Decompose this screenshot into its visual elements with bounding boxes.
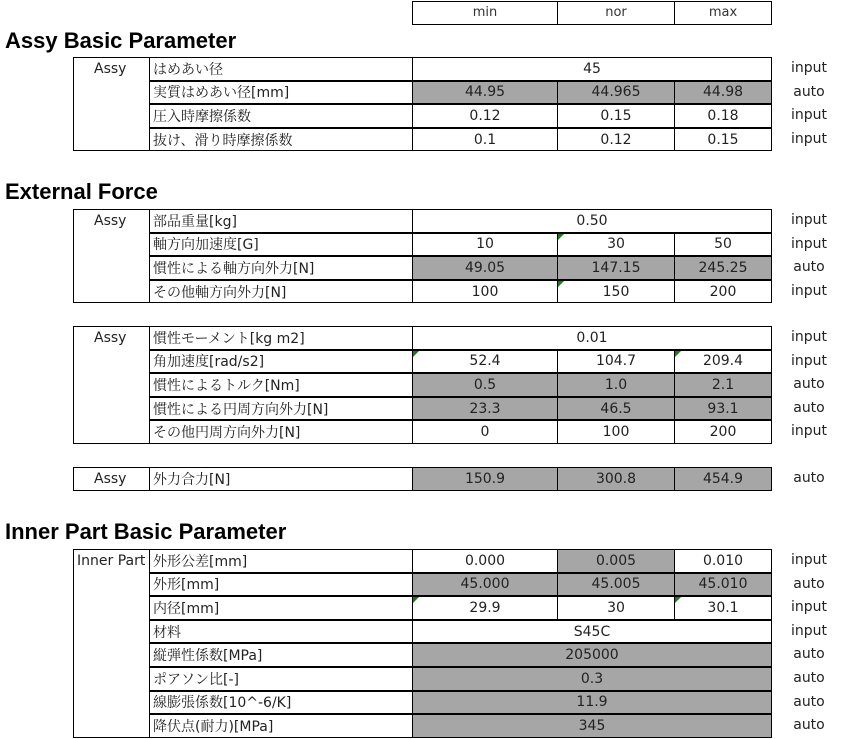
- row-type-note: auto: [793, 693, 825, 710]
- row-type-note: auto: [793, 399, 825, 416]
- value-cell-nor[interactable]: 0.005: [557, 549, 675, 573]
- value-cell-min[interactable]: 0.1: [412, 128, 558, 152]
- value-cell-min[interactable]: 0: [412, 420, 558, 444]
- group-label: [73, 467, 150, 491]
- row-type-note: input: [790, 282, 827, 299]
- row-type-note: input: [790, 235, 827, 252]
- group-label-text: Inner Part: [77, 553, 146, 569]
- group-label-text: Assy: [94, 213, 127, 229]
- row-label: 材料: [149, 620, 413, 644]
- row-type-note: input: [790, 423, 827, 440]
- column-header-min: min: [412, 1, 558, 25]
- row-label: 外形公差[mm]: [149, 549, 413, 573]
- value-cell-max[interactable]: 0.18: [674, 104, 772, 128]
- row-label: その他軸方向外力[N]: [149, 280, 413, 304]
- input-marker-icon: [413, 597, 419, 603]
- value-cell-nor[interactable]: 150: [557, 280, 675, 304]
- row-type-note: input: [790, 130, 827, 147]
- row-label: 内径[mm]: [149, 596, 413, 620]
- value-cell-max[interactable]: 454.9: [674, 467, 772, 491]
- group-label-text: Assy: [94, 61, 127, 77]
- row-label: 角加速度[rad/s2]: [149, 350, 413, 374]
- row-label: その他円周方向外力[N]: [149, 420, 413, 444]
- group-label: [73, 57, 150, 151]
- merged-value-cell[interactable]: 205000: [412, 643, 772, 667]
- group-label: [73, 326, 150, 444]
- row-label: 慣性によるトルク[Nm]: [149, 373, 413, 397]
- value-cell-max[interactable]: 0.010: [674, 549, 772, 573]
- row-type-note: input: [790, 599, 827, 616]
- row-label: 実質はめあい径[mm]: [149, 81, 413, 105]
- merged-value-cell[interactable]: S45C: [412, 620, 772, 644]
- value-cell-max[interactable]: 93.1: [674, 397, 772, 421]
- value-cell-min[interactable]: 100: [412, 280, 558, 304]
- input-marker-icon: [413, 351, 419, 357]
- row-type-note: auto: [793, 717, 825, 734]
- value-cell-max[interactable]: 50: [674, 233, 772, 257]
- row-type-note: auto: [793, 83, 825, 100]
- value-cell-min[interactable]: 52.4: [412, 350, 558, 374]
- column-header-max: max: [674, 1, 772, 25]
- value-cell-min[interactable]: 44.95: [412, 81, 558, 105]
- value-cell-max[interactable]: 209.4: [674, 350, 772, 374]
- group-label: [73, 209, 150, 303]
- value-cell-min[interactable]: 29.9: [412, 596, 558, 620]
- row-label: ポアソン比[-]: [149, 667, 413, 691]
- row-type-note: auto: [793, 376, 825, 393]
- merged-value-cell[interactable]: 0.3: [412, 667, 772, 691]
- row-label: 縦弾性係数[MPa]: [149, 643, 413, 667]
- group-label: [73, 549, 150, 738]
- row-label: 慣性モーメント[kg m2]: [149, 326, 413, 350]
- row-label: 線膨張係数[10^-6/K]: [149, 691, 413, 715]
- row-type-note: input: [790, 552, 827, 568]
- row-label: 部品重量[kg]: [149, 209, 413, 233]
- row-type-note: input: [790, 352, 827, 369]
- value-cell-min[interactable]: 0.12: [412, 104, 558, 128]
- row-label: はめあい径: [149, 57, 413, 81]
- row-type-note: auto: [793, 646, 825, 663]
- value-cell-nor[interactable]: 1.0: [557, 373, 675, 397]
- merged-value-cell[interactable]: 0.50: [412, 209, 772, 233]
- row-type-note: input: [790, 60, 827, 76]
- row-type-note: input: [790, 329, 827, 345]
- input-marker-icon: [675, 597, 681, 603]
- row-type-note: auto: [793, 259, 825, 276]
- row-type-note: input: [790, 622, 827, 639]
- value-cell-min[interactable]: 49.05: [412, 256, 558, 280]
- row-label: 軸方向加速度[G]: [149, 233, 413, 257]
- row-type-note: auto: [793, 470, 825, 486]
- value-cell-max[interactable]: 45.010: [674, 573, 772, 597]
- merged-value-cell[interactable]: 345: [412, 714, 772, 738]
- value-cell-nor[interactable]: 147.15: [557, 256, 675, 280]
- input-marker-icon: [558, 234, 564, 240]
- value-cell-min[interactable]: 0.5: [412, 373, 558, 397]
- value-cell-nor[interactable]: 45.005: [557, 573, 675, 597]
- row-type-note: auto: [793, 575, 825, 592]
- row-label: 降伏点(耐力)[MPa]: [149, 714, 413, 738]
- input-marker-icon: [558, 281, 564, 287]
- value-cell-min[interactable]: 10: [412, 233, 558, 257]
- value-cell-nor[interactable]: 30: [557, 233, 675, 257]
- value-cell-max[interactable]: 200: [674, 420, 772, 444]
- row-type-note: auto: [793, 670, 825, 686]
- value-cell-nor[interactable]: 300.8: [557, 467, 675, 491]
- merged-value-cell[interactable]: 45: [412, 57, 772, 81]
- value-cell-min[interactable]: 0.000: [412, 549, 558, 573]
- merged-value-cell[interactable]: 0.01: [412, 326, 772, 350]
- row-label: 抜け、滑り時摩擦係数: [149, 128, 413, 152]
- value-cell-max[interactable]: 2.1: [674, 373, 772, 397]
- value-cell-min[interactable]: 45.000: [412, 573, 558, 597]
- value-cell-max[interactable]: 245.25: [674, 256, 772, 280]
- value-cell-nor[interactable]: 0.15: [557, 104, 675, 128]
- value-cell-nor[interactable]: 44.965: [557, 81, 675, 105]
- section-title-inner-part: Inner Part Basic Parameter: [5, 519, 287, 544]
- value-cell-nor[interactable]: 0.12: [557, 128, 675, 152]
- value-cell-max[interactable]: 30.1: [674, 596, 772, 620]
- row-label: 慣性による円周方向外力[N]: [149, 397, 413, 421]
- row-label: 慣性による軸方向外力[N]: [149, 256, 413, 280]
- value-cell-max[interactable]: 0.15: [674, 128, 772, 152]
- row-label: 外力合力[N]: [149, 467, 413, 491]
- merged-value-cell[interactable]: 11.9: [412, 691, 772, 715]
- row-type-note: input: [790, 107, 827, 124]
- row-type-note: input: [790, 212, 827, 228]
- row-label: 外形[mm]: [149, 573, 413, 597]
- value-cell-nor[interactable]: 46.5: [557, 397, 675, 421]
- input-marker-icon: [675, 351, 681, 357]
- group-label-text: Assy: [94, 330, 127, 346]
- value-cell-nor[interactable]: 100: [557, 420, 675, 444]
- value-cell-min[interactable]: 150.9: [412, 467, 558, 491]
- section-title-assy-basic: Assy Basic Parameter: [5, 28, 237, 53]
- value-cell-nor[interactable]: 30: [557, 596, 675, 620]
- value-cell-max[interactable]: 44.98: [674, 81, 772, 105]
- section-title-external-force: External Force: [5, 179, 158, 204]
- column-header-nor: nor: [557, 1, 675, 25]
- value-cell-nor[interactable]: 104.7: [557, 350, 675, 374]
- value-cell-min[interactable]: 23.3: [412, 397, 558, 421]
- value-cell-max[interactable]: 200: [674, 280, 772, 304]
- group-label-text: Assy: [94, 471, 127, 487]
- row-label: 圧入時摩擦係数: [149, 104, 413, 128]
